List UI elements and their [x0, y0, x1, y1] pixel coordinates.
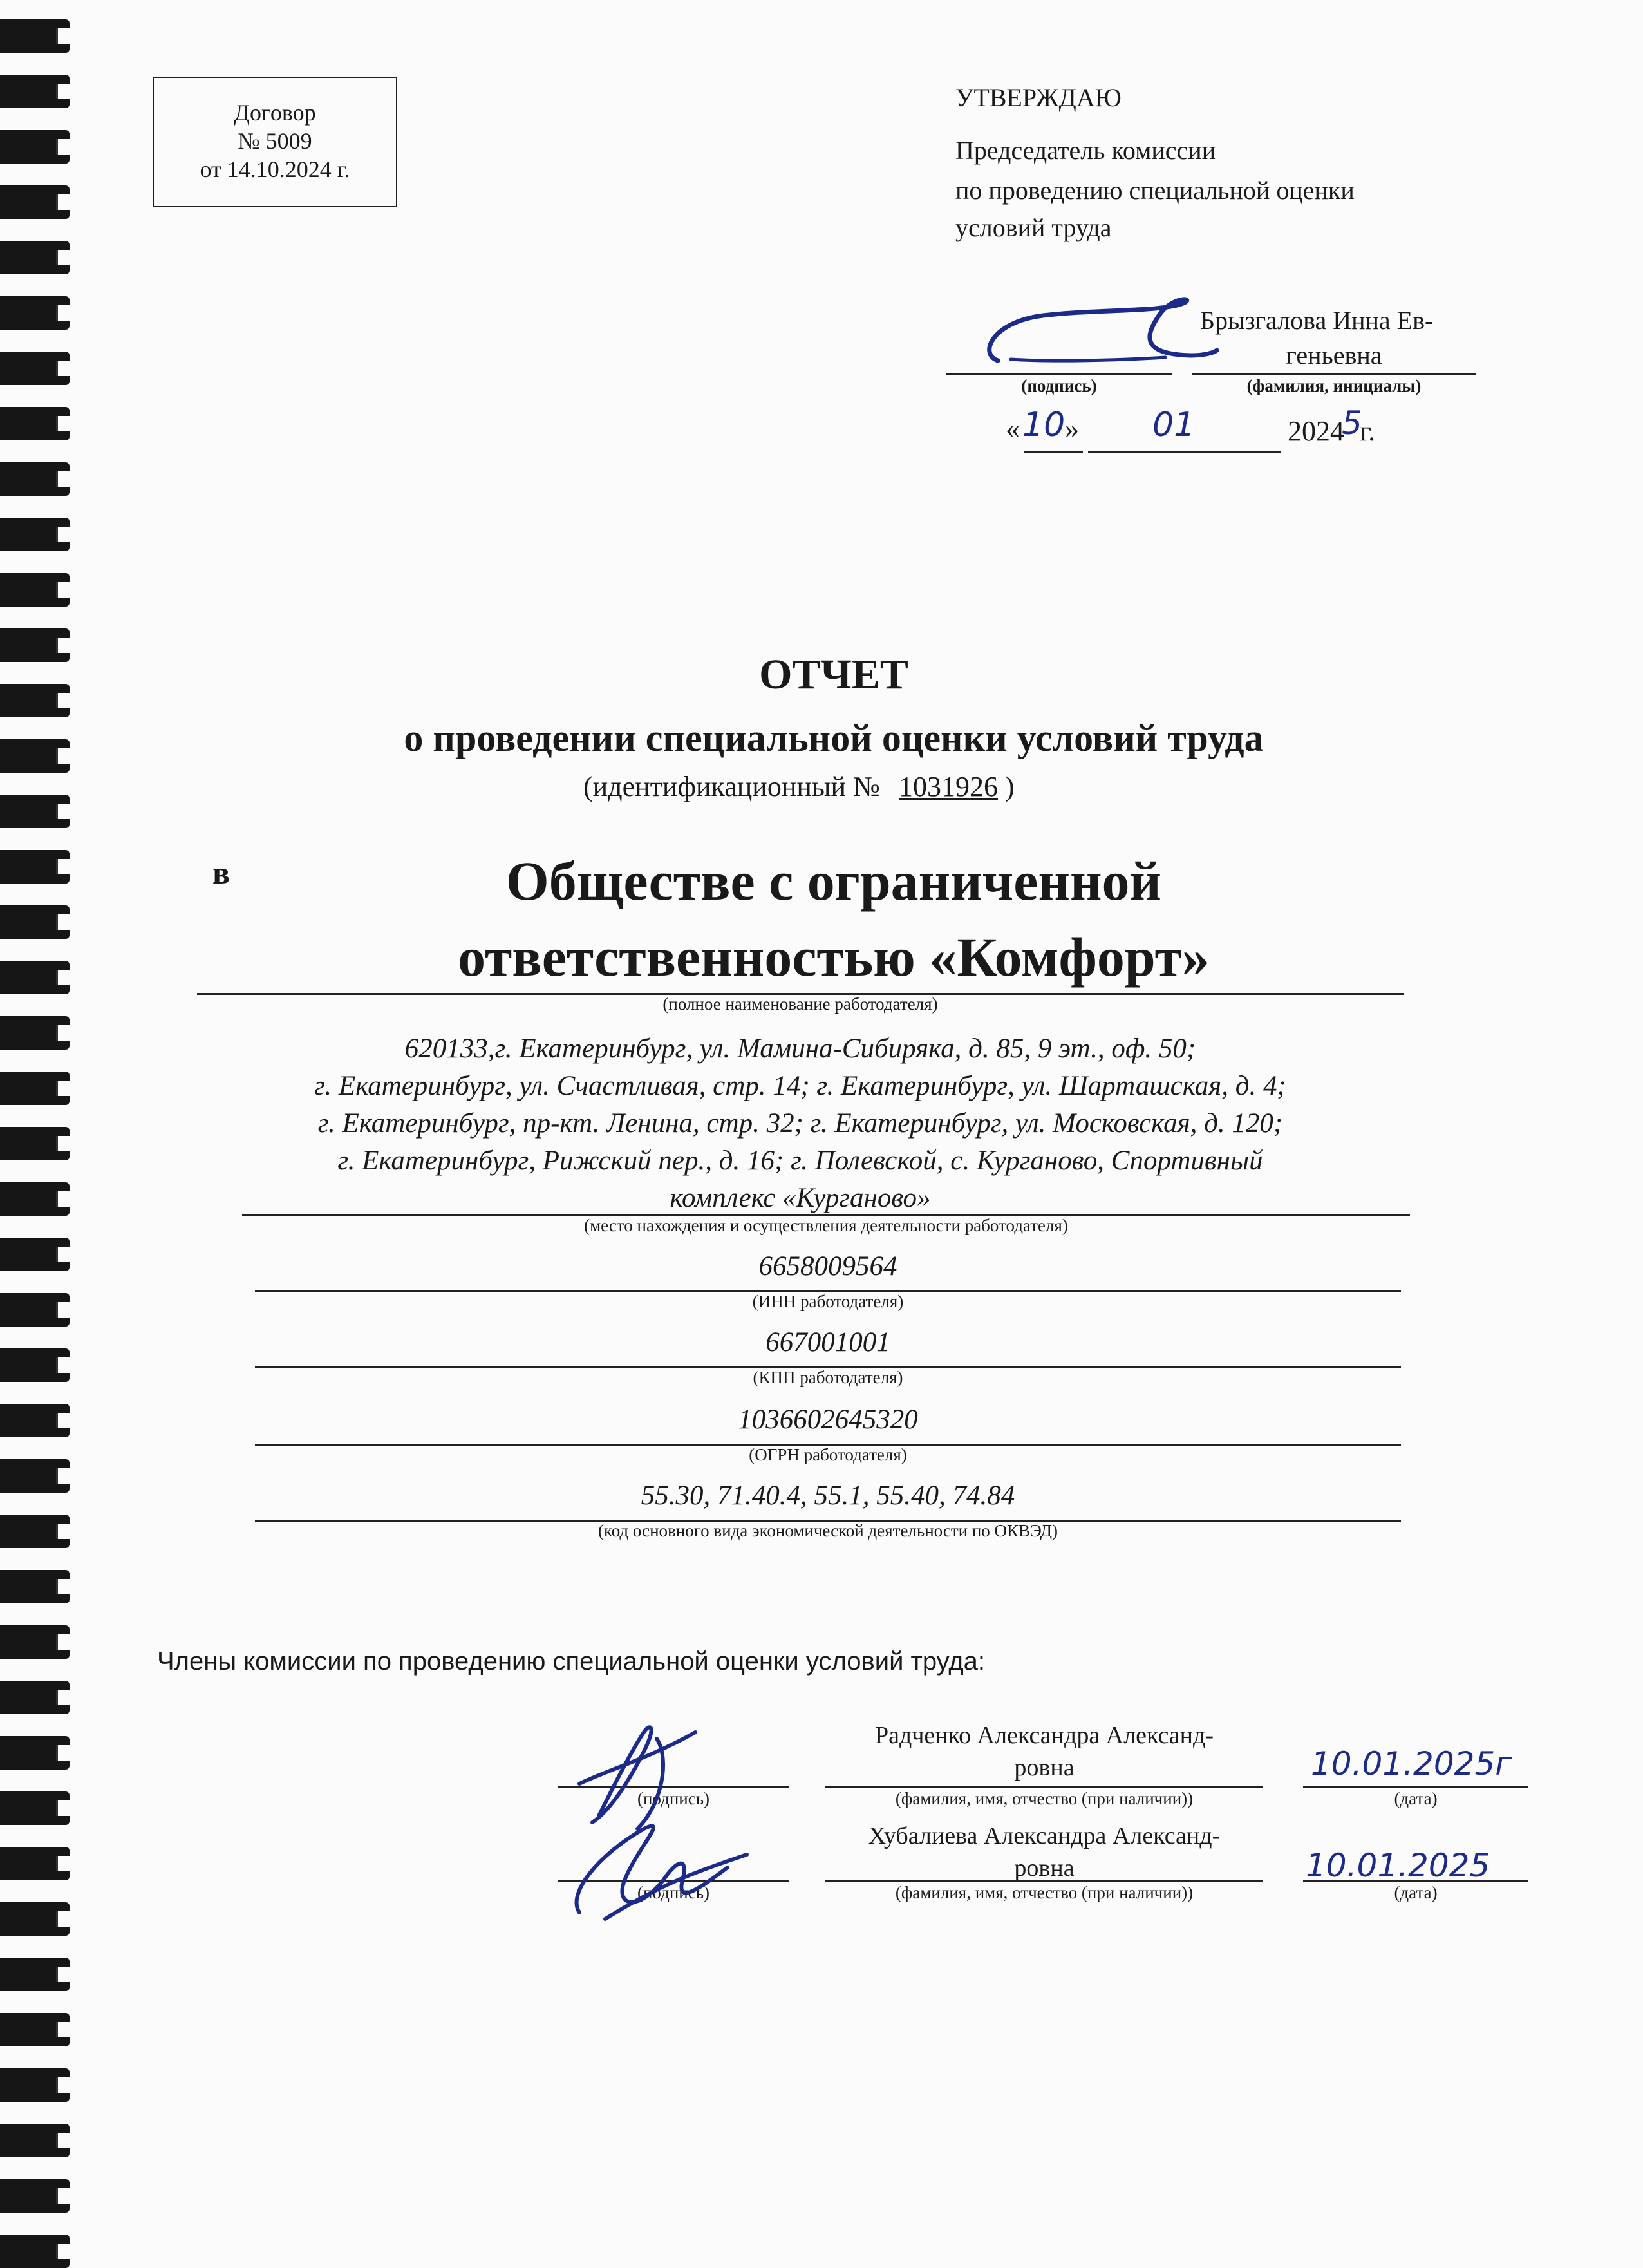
- approval-day-line: [1024, 451, 1083, 453]
- employer-name-line2: ответственностью «Комфорт»: [458, 926, 1210, 988]
- address-line-3: г. Екатеринбург, пр-кт. Ленина, стр. 32; г. Екатеринбург, ул. Московская, д. 120;: [317, 1108, 1283, 1139]
- employer-address: [197, 1030, 1404, 1217]
- report-id-line: [583, 770, 1015, 803]
- contract-number: № 5009: [238, 128, 312, 154]
- kpp-caption: (КПП работодателя): [753, 1368, 903, 1387]
- binding-ring: [0, 1459, 70, 1493]
- binding-ring: [0, 1791, 70, 1825]
- ogrn-caption: (ОГРН работодателя): [749, 1445, 907, 1464]
- binding-ring: [0, 296, 70, 330]
- contract-box: [153, 77, 397, 207]
- member-1-signature-caption: (подпись): [637, 1789, 710, 1808]
- binding-ring: [0, 795, 70, 828]
- okved-caption: (код основного вида экономической деятельности по ОКВЭД): [597, 1521, 1058, 1540]
- binding-ring: [0, 2235, 70, 2268]
- address-line-2: г. Екатеринбург, ул. Счастливая, стр. 14; г. Екатеринбург, ул. Шарташская, д. 4;: [314, 1071, 1286, 1101]
- contract-label: Договор: [234, 100, 316, 126]
- binding-ring: [0, 2179, 70, 2213]
- binding-ring: [0, 185, 70, 219]
- approval-heading: УТВЕРЖДАЮ: [955, 83, 1122, 112]
- contract-date: от 14.10.2024 г.: [200, 156, 350, 182]
- inn-caption: (ИНН работодателя): [752, 1292, 904, 1311]
- binding-ring: [0, 407, 70, 440]
- inn-value: 6658009564: [758, 1251, 897, 1281]
- binding-ring: [0, 1182, 70, 1216]
- binding-ring: [0, 1847, 70, 1880]
- approval-position-line1: Председатель комиссии: [955, 136, 1216, 165]
- report-subtitle: о проведении специальной оценки условий труда: [404, 717, 1264, 759]
- chairman-name-caption: (фамилия, инициалы): [1246, 376, 1422, 395]
- approval-date-suffix: г.: [1360, 415, 1376, 447]
- binding-ring: [0, 352, 70, 385]
- member-1-date-caption: (дата): [1394, 1789, 1438, 1808]
- member-1-name-line: [825, 1786, 1263, 1788]
- member-2-signature: [541, 1803, 753, 1932]
- ogrn-value: 1036602645320: [738, 1404, 918, 1435]
- member-2-name-line1: Хубалиева Александра Александ-: [868, 1822, 1221, 1849]
- employer-name-caption: (полное наименование работодателя): [662, 994, 938, 1014]
- chairman-name-line2: геньевна: [1286, 341, 1382, 370]
- approval-date-month: 01: [1152, 406, 1196, 444]
- binding-ring: [0, 1348, 70, 1382]
- report-id-number: 1031926: [899, 771, 999, 802]
- employer-prep: в: [212, 855, 230, 891]
- address-line-1: 620133,г. Екатеринбург, ул. Мамина-Сибиряка, д. 85, 9 эт., оф. 50;: [404, 1034, 1196, 1064]
- employer-name-line1: Обществе с ограниченной: [505, 850, 1162, 912]
- binding-ring: [0, 2068, 70, 2102]
- approval-date-year-correction: 5: [1342, 404, 1362, 442]
- member-2-date: 10.01.2025: [1306, 1847, 1490, 1884]
- binding-ring: [0, 518, 70, 551]
- binding-ring: [0, 573, 70, 607]
- address-caption: (место нахождения и осуществления деятельности работодателя): [584, 1216, 1068, 1235]
- binding-ring: [0, 130, 70, 164]
- kpp-value: 667001001: [765, 1327, 890, 1357]
- member-1-name-line2: ровна: [1014, 1754, 1075, 1781]
- approval-month-line: [1088, 451, 1281, 453]
- member-1-date: 10.01.2025г: [1311, 1745, 1512, 1782]
- binding-ring: [0, 462, 70, 496]
- binding-ring: [0, 2124, 70, 2157]
- member-2-name-line: [825, 1880, 1263, 1882]
- binding-ring: [0, 1072, 70, 1105]
- binding-ring: [0, 1570, 70, 1603]
- address-line-5: комплекс «Курганово»: [670, 1183, 931, 1213]
- chairman-name-line: [1192, 373, 1476, 375]
- member-1-name-line1: Радченко Александра Александ-: [874, 1722, 1214, 1749]
- binding-ring: [0, 1902, 70, 1936]
- member-2-name-caption: (фамилия, имя, отчество (при наличии)): [895, 1883, 1194, 1902]
- binding-ring: [0, 1404, 70, 1437]
- member-2-name-line2: ровна: [1014, 1855, 1075, 1882]
- binding-ring: [0, 1515, 70, 1548]
- binding-ring: [0, 19, 70, 53]
- binding-ring: [0, 1625, 70, 1659]
- binding-ring: [0, 2013, 70, 2046]
- okved-value: 55.30, 71.40.4, 55.1, 55.40, 74.84: [641, 1480, 1015, 1511]
- report-id-suffix: ): [1005, 771, 1015, 802]
- binding-ring: [0, 1293, 70, 1327]
- member-2-date-caption: (дата): [1394, 1883, 1438, 1902]
- member-1-date-line: [1303, 1786, 1528, 1788]
- approval-date-day: 10: [1022, 406, 1066, 444]
- binding-ring: [0, 1016, 70, 1050]
- binding-ring: [0, 1736, 70, 1770]
- chairman-signature-caption: (подпись): [1021, 376, 1097, 395]
- binding-ring: [0, 75, 70, 108]
- member-2-signature-caption: (подпись): [637, 1883, 710, 1902]
- member-2-name: [825, 1820, 1263, 1884]
- chairman-name-line1: Брызгалова Инна Ев-: [1200, 306, 1434, 335]
- commission-heading: Члены комиссии по проведению специальной оценки условий труда:: [157, 1647, 986, 1676]
- binding-strip: [0, 0, 77, 2259]
- binding-ring: [0, 1127, 70, 1160]
- address-line-4: г. Екатеринбург, Рижский пер., д. 16; г. Полевской, с. Курганово, Спортивный: [337, 1146, 1263, 1176]
- binding-ring: [0, 1958, 70, 1991]
- member-1-name-caption: (фамилия, имя, отчество (при наличии)): [895, 1789, 1194, 1808]
- approval-date-close-quote: »: [1065, 413, 1079, 444]
- approval-position-line3: условий труда: [955, 213, 1112, 242]
- report-id-prefix: (идентификационный №: [583, 771, 881, 802]
- chairman-signature: [972, 283, 1217, 380]
- binding-ring: [0, 1681, 70, 1714]
- binding-ring: [0, 241, 70, 274]
- report-title: ОТЧЕТ: [759, 651, 908, 698]
- binding-ring: [0, 1238, 70, 1271]
- approval-date-year: 2024: [1288, 415, 1344, 447]
- member-1-name: [825, 1719, 1263, 1784]
- approval-position-line2: по проведению специальной оценки: [955, 176, 1355, 205]
- approval-date-open-quote: «: [1006, 413, 1020, 444]
